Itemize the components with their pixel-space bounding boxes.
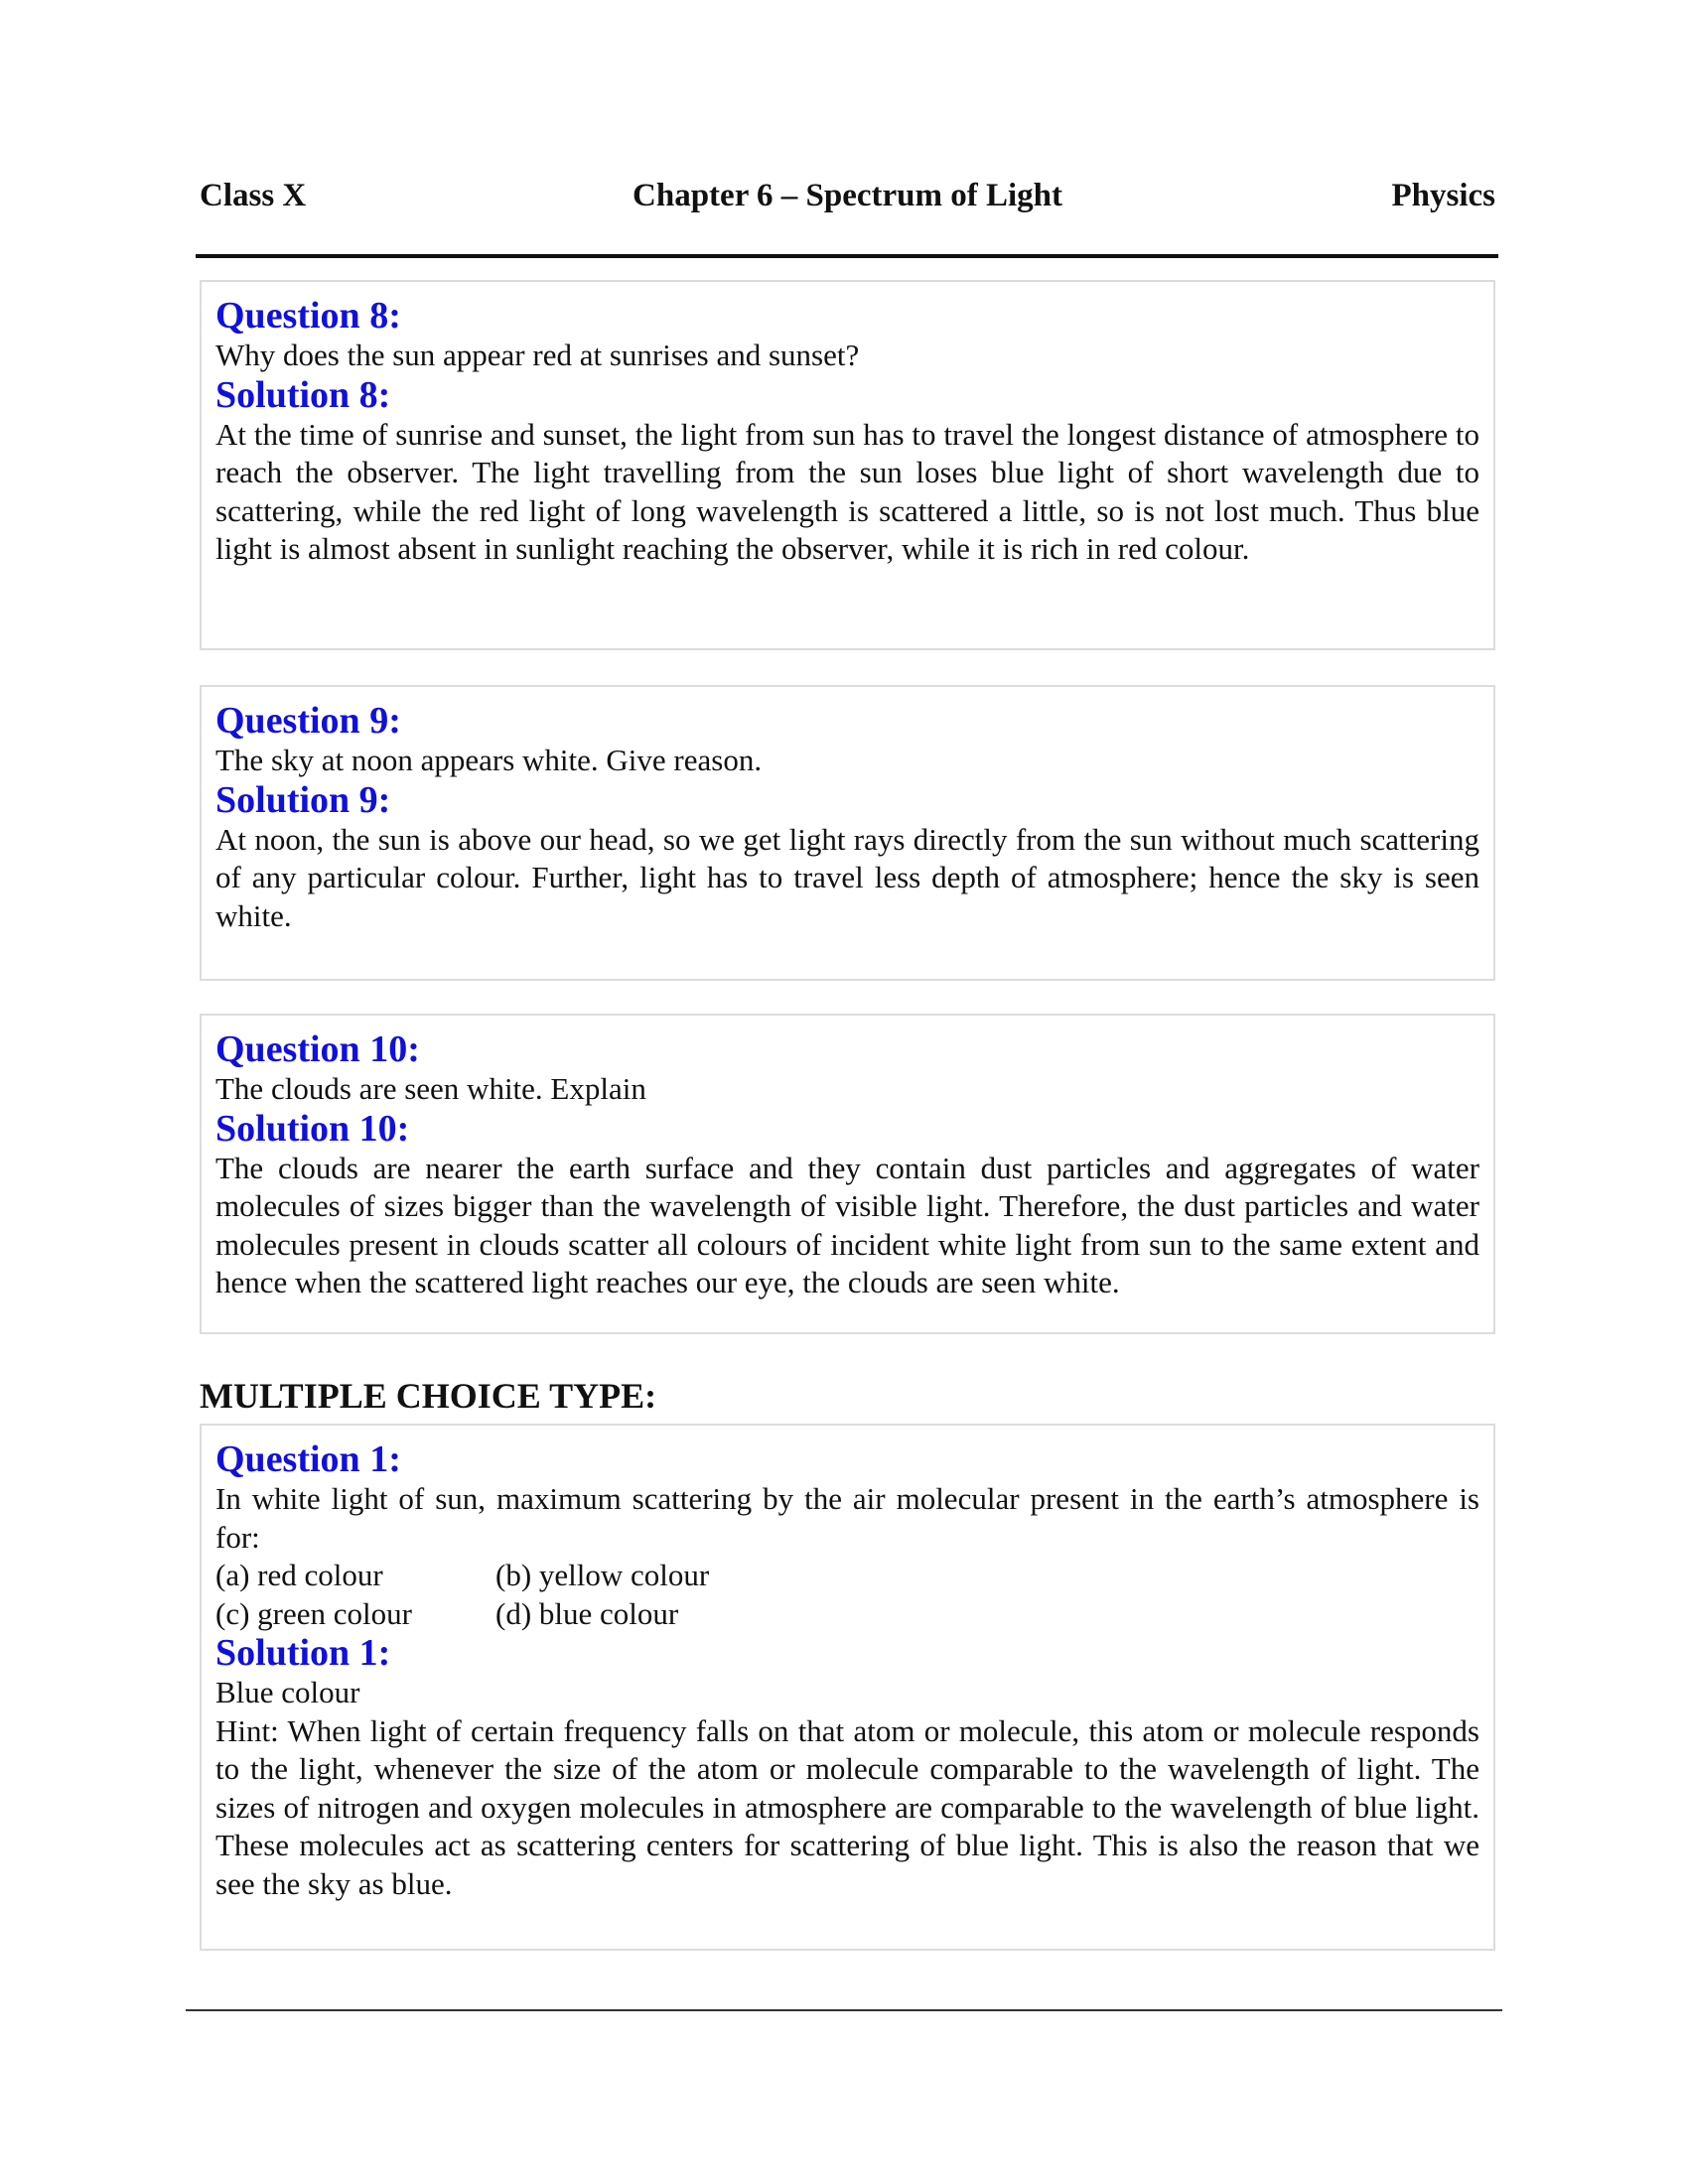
option-d: (d) blue colour — [495, 1595, 679, 1631]
solution-8-text: At the time of sunrise and sunset, the light from sun has to travel the longest distance of atmosphere to reach the observer. The light travelling from the sun loses blue light of short wavelength due to scattering, while the red light of long wavelength is scattered a little, so is not lost much. Thus blue light is almost absent in sunlight reaching the observer, while it is rich in red colour. — [215, 416, 1479, 566]
solution-10-label: Solution 10: — [215, 1107, 410, 1150]
solution-8-label: Solution 8: — [215, 373, 391, 416]
mcq-solution-1-label: Solution 1: — [215, 1632, 391, 1674]
header-class: Class X — [200, 178, 307, 213]
question-9-label: Question 9: — [215, 700, 401, 742]
solution-9-label: Solution 9: — [215, 778, 391, 821]
page-header — [200, 171, 1495, 220]
question-8-text: Why does the sun appear red at sunrises and sunset? — [215, 338, 860, 372]
solution-10-text: The clouds are nearer the earth surface and they contain dust particles and aggregates of water molecules of sizes bigger than the wavelength of visible light. Therefore, the dust particles and water molecules present in clouds scatter all colours of incident white light from sun to the same extent and hence when the scattered light reaches our eye, the clouds are seen white. — [215, 1150, 1479, 1299]
question-8-box — [200, 280, 1495, 650]
mcq-solution-1-hint: Hint: When light of certain frequency falls on that atom or molecule, this atom or molecule responds to the light, whenever the size of the atom or molecule comparable to the wavelength of light. The sizes of nitrogen and oxygen molecules in atmosphere are comparable to the wavelength of blue light. These molecules act as scattering centers for scattering of blue light. This is also the reason that we see the sky as blue. — [215, 1712, 1479, 1901]
option-c: (c) green colour — [215, 1595, 412, 1631]
mcq-question-1-label: Question 1: — [215, 1438, 401, 1480]
question-9-text: The sky at noon appears white. Give reason. — [215, 743, 763, 777]
question-10-label: Question 10: — [215, 1028, 420, 1070]
mcq-solution-1-answer: Blue colour — [215, 1675, 360, 1709]
header-divider — [196, 254, 1498, 258]
question-10-box — [200, 1014, 1495, 1334]
question-9-box — [200, 685, 1495, 981]
header-subject: Physics — [1391, 178, 1495, 213]
mcq-question-1-box — [200, 1424, 1495, 1951]
mcq-options — [215, 1557, 1479, 1633]
question-10-text: The clouds are seen white. Explain — [215, 1071, 646, 1106]
mcq-question-1-text: In white light of sun, maximum scattering by the air molecular present in the earth’s atmosphere is for: — [215, 1481, 1479, 1555]
option-b: (b) yellow colour — [495, 1558, 710, 1592]
question-8-label: Question 8: — [215, 295, 401, 337]
mcq-section-title: MULTIPLE CHOICE TYPE: — [200, 1376, 657, 1416]
footer-divider — [186, 2009, 1502, 2011]
option-a: (a) red colour — [215, 1558, 383, 1592]
header-chapter-title: Chapter 6 – Spectrum of Light — [633, 178, 1062, 213]
solution-9-text: At noon, the sun is above our head, so we get light rays directly from the sun without much scattering of any particular colour. Further, light has to travel less depth of atmosphere; hence the sky is seen white. — [215, 821, 1479, 933]
